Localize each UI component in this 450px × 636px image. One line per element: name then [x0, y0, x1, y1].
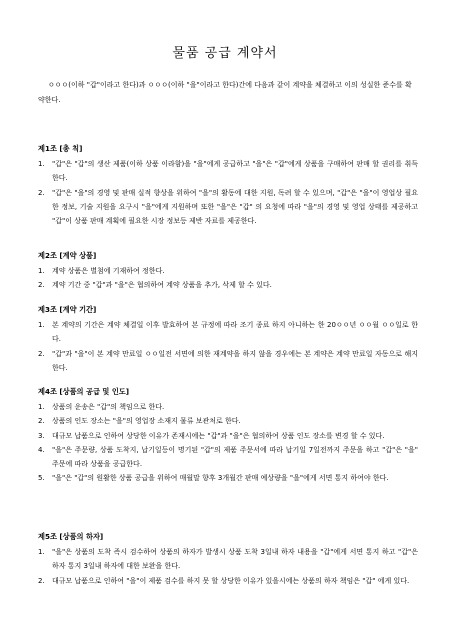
article-3 [38, 304, 418, 375]
article-heading: 제2조 [계약 상품] [38, 251, 97, 260]
article-heading: 제3조 [계약 기간] [38, 305, 97, 314]
article-item: 5. "을"은 "갑"의 원활한 상품 공급을 위하여 매월말 향후 3개월간 판매 예상량을 "을"에게 서면 통지 하여야 한다. [38, 474, 389, 483]
article-1 [38, 143, 418, 228]
article-item: 1. 상품의 운송은 "갑"의 책임으로 한다. [38, 403, 165, 411]
article-item: 2. "갑"과 "을"이 본 계약 만료일 ㅇㅇ일전 서면에 의한 재계약을 하지 않을 경우에는 본 계약은 계약 만료일 자동으로 해지한다. [38, 349, 418, 372]
article-item: 1. 본 계약의 기간은 계약 체결일 이후 발효하여 본 규정에 따라 조기 종료 하지 아니하는 한 20ㅇㅇ년 ㅇㅇ월 ㅇㅇ일로 한다. [38, 321, 418, 344]
intro-paragraph: ㅇㅇㅇ(이하 "갑"이라고 한다)과 ㅇㅇㅇ(이하 "을"이라고 한다)간에 다음과 같이 계약을 체결하고 이의 성실한 준수를 확약한다. [38, 81, 412, 104]
article-heading: 제4조 [상품의 공급 및 인도] [38, 387, 130, 396]
article-heading: 제1조 [총 칙] [38, 144, 83, 153]
article-heading: 제5조 [상품의 하자] [38, 532, 104, 541]
article-item: 4. "을"은 주문량, 상품 도착지, 납기일등이 명기된 "갑"의 제품 주문서에 따라 납기일 7일전까지 주문을 하고 "갑"은 "을" 주문에 따라 상품을 공급한다. [38, 445, 418, 469]
article-item: 2. "갑"은 "을"의 경영 및 판매 실적 향상을 위하여 "을"의 활동에 대한 지원, 독려 할 수 있으며, "갑"은 "을"이 영업상 필요한 정보, 기술 지원을 요구시 "을"에게 지원하며 또한 "을"은 "갑" 의 요청에 따라 "을"의 경영 및 영업 상태를 제공하고 "갑"이 상품 판매 계획에 필요한 시장 정보등 제반 자료를 제공한다. [38, 188, 418, 226]
article-item: 1. "을"은 상품의 도착 즉시 검수하여 상품의 하자가 발생시 상품 도착 3일내 하자 내용을 "갑"에게 서면 통지 하고 "갑"은 하자 통지 3일내 하자에 대한 보완을 한다. [38, 548, 418, 571]
article-item: 2. 상품의 인도 장소는 "을"의 영업장 소재지 물류 보관처로 한다. [38, 417, 241, 426]
article-4 [38, 386, 418, 486]
article-5 [38, 531, 418, 588]
document-title: 물품 공급 계약서 [172, 46, 278, 61]
article-item: 2. 대규모 납품으로 인하여 "을"이 제품 검수를 하지 못 할 상당한 이유가 있을시에는 상품의 하자 책임은 "갑" 에게 있다. [38, 576, 410, 585]
article-item: 1. 계약 상품은 별첨에 기재하여 정한다. [38, 267, 165, 275]
article-item: 1. "갑"은 "갑"의 생산 제품(이하 상품 이라함)을 "을"에게 공급하고 "을"은 "갑"에게 상품을 구매하여 판매 할 권리를 취득한다. [38, 160, 418, 183]
article-2 [38, 250, 418, 293]
article-item: 2. 계약 기간 중 "갑"과 "을"은 협의하여 계약 상품을 추가, 삭제 할 수 있다. [38, 281, 272, 290]
article-item: 3. 대규모 납품으로 인하여 상당한 이유가 존재시에는 "갑"과 "을"은 협의하여 상품 인도 장소를 변경 할 수 있다. [38, 431, 385, 440]
